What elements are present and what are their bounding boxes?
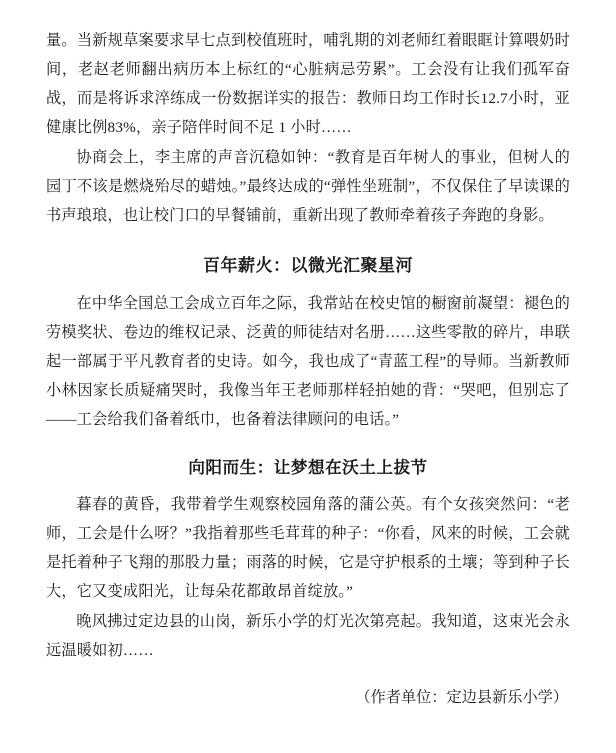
body-paragraph: 在中华全国总工会成立百年之际，我常站在校史馆的橱窗前凝望：褪色的劳模奖状、卷边的维权记录、泛黄的师徒结对名册……这些零散的碎片，串联起一部属于平凡教育者的史诗。如今，我也成了“青蓝工程”的导师。当新教师小林因家长质疑痛哭时，我像当年王老师那样轻拍她的背：“哭吧，但别忘了——工会给我们备着纸巾，也备着法律顾问的电话。” bbox=[46, 295, 570, 428]
section-heading: 百年薪火：以微光汇聚星河 bbox=[203, 256, 413, 276]
body-paragraph: 量。当新规草案要求早七点到校值班时，哺乳期的刘老师红着眼眶计算喂奶时间，老赵老师翻出病历本上标红的“心脏病忌劳累”。工会没有让我们孤军奋战，而是将诉求淬练成一份数据详实的报告：教师日均工作时长12.7小时，亚健康比例83%，亲子陪伴时间不足 1 小时…… bbox=[46, 32, 570, 136]
author-affiliation: （作者单位：定边县新乐小学） bbox=[355, 689, 568, 706]
body-paragraph: 暮春的黄昏，我带着学生观察校园角落的蒲公英。有个女孩突然问：“老师，工会是什么呀？”我指着那些毛茸茸的种子：“你看，风来的时候，工会就是托着种子飞翔的那股力量；雨落的时候，它是守护根系的土壤；等到种子长大，它又变成阳光，让每朵花都敢昂首绽放。” bbox=[46, 496, 570, 600]
body-paragraph: 协商会上，李主席的声音沉稳如钟：“教育是百年树人的事业，但树人的园丁不该是燃烧殆尽的蜡烛。”最终达成的“弹性坐班制”，不仅保住了早读课的书声琅琅，也让校门口的早餐铺前，重新出现了教师牵着孩子奔跑的身影。 bbox=[46, 149, 570, 224]
section-heading: 向阳而生：让梦想在沃土上拔节 bbox=[188, 458, 428, 477]
body-paragraph: 晚风拂过定边县的山岗，新乐小学的灯光次第亮起。我知道，这束光会永远温暖如初…… bbox=[46, 613, 570, 659]
